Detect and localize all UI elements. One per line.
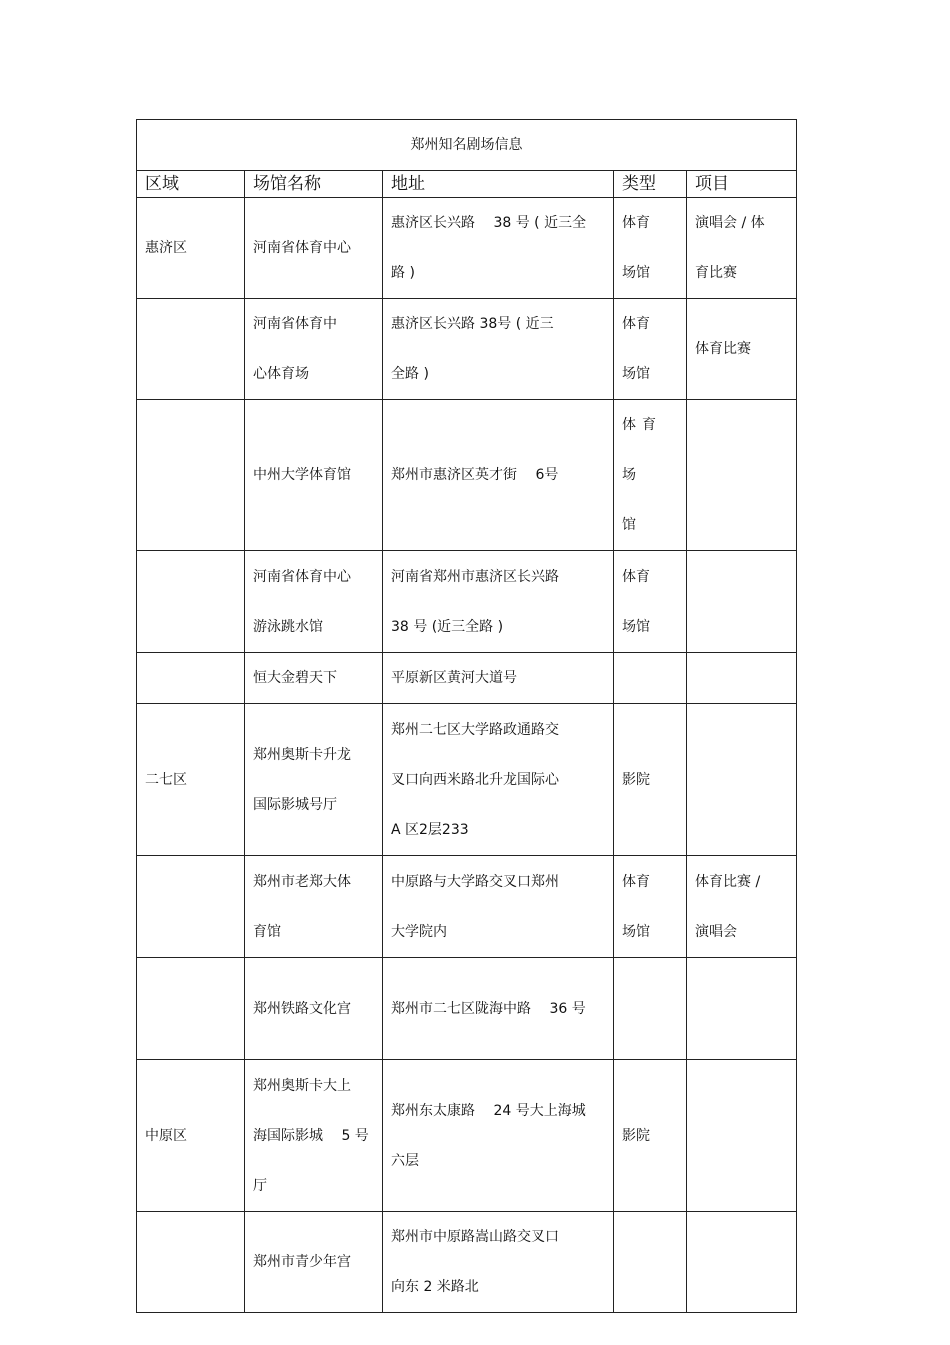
cell-type (614, 958, 687, 1060)
cell-area (137, 299, 245, 400)
table-title: 郑州知名剧场信息 (137, 120, 797, 171)
venue-text: 河南省体育中 心体育场 (253, 316, 337, 382)
cell-type (614, 299, 687, 400)
table-row (137, 400, 797, 551)
project-text: 体育比赛 / 演唱会 (695, 873, 761, 940)
table-row (137, 299, 797, 400)
project-text: 演唱会 / 体 育比赛 (695, 215, 765, 281)
address-text: 郑州市中原路嵩山路交叉口 向东 2 米路北 (391, 1229, 559, 1295)
cell-venue (245, 1212, 383, 1313)
address-text: 惠济区长兴路 38 号 ( 近三全 路 ) (391, 215, 587, 281)
cell-area (137, 856, 245, 958)
cell-type (614, 1060, 687, 1212)
address-text: 郑州市二七区陇海中路 36 号 (391, 1000, 586, 1017)
type-text: 体育 场馆 (622, 873, 650, 940)
title-row (137, 120, 797, 171)
cell-venue (245, 653, 383, 704)
cell-area (137, 400, 245, 551)
area-text: 中原区 (145, 1127, 187, 1144)
venue-text: 郑州铁路文化宫 (253, 1000, 351, 1017)
table-row (137, 551, 797, 653)
cell-area (137, 1060, 245, 1212)
cell-project (687, 1060, 797, 1212)
address-text: 河南省郑州市惠济区长兴路 38 号 (近三全路 ) (391, 568, 559, 635)
cell-type (614, 1212, 687, 1313)
address-text: 郑州市惠济区英才街 6号 (391, 467, 559, 483)
cell-address (383, 1060, 614, 1212)
venue-text: 恒大金碧天下 (253, 670, 337, 686)
cell-venue (245, 1060, 383, 1212)
table-row (137, 958, 797, 1060)
table-row (137, 653, 797, 704)
type-text: 体育 场馆 (622, 316, 650, 382)
address-text: 惠济区长兴路 38号 ( 近三 全路 ) (391, 316, 554, 382)
header-project: 项目 (687, 171, 797, 198)
table-row (137, 1060, 797, 1212)
table-row (137, 1212, 797, 1313)
venue-text: 河南省体育中心 游泳跳水馆 (253, 568, 351, 635)
cell-project (687, 856, 797, 958)
area-text: 惠济区 (145, 240, 187, 256)
type-text: 影院 (622, 1127, 650, 1144)
type-text: 体育 场馆 (622, 215, 650, 281)
project-text: 体育比赛 (695, 341, 751, 357)
address-text: 平原新区黄河大道号 (391, 670, 517, 686)
header-area: 区域 (137, 171, 245, 198)
table-row (137, 198, 797, 299)
area-text: 二七区 (145, 771, 187, 788)
cell-project (687, 958, 797, 1060)
header-address: 地址 (383, 171, 614, 198)
address-text: 郑州二七区大学路政通路交 叉口向西米路北升龙国际心 A 区2层233 (391, 721, 559, 838)
theater-info-table (136, 119, 797, 1313)
cell-type (614, 551, 687, 653)
address-text: 郑州东太康路 24 号大上海城 六层 (391, 1102, 586, 1169)
cell-venue (245, 551, 383, 653)
venue-text: 郑州奥斯卡升龙 国际影城号厅 (253, 746, 351, 813)
cell-address (383, 400, 614, 551)
venue-text: 郑州市青少年宫 (253, 1254, 351, 1270)
cell-project (687, 653, 797, 704)
type-text: 体育 场馆 (622, 568, 650, 635)
address-text: 中原路与大学路交叉口郑州 大学院内 (391, 873, 559, 940)
cell-address (383, 958, 614, 1060)
cell-address (383, 299, 614, 400)
cell-venue (245, 299, 383, 400)
venue-text: 郑州市老郑大体 育馆 (253, 873, 351, 940)
venue-text: 河南省体育中心 (253, 240, 351, 256)
header-venue: 场馆名称 (245, 171, 383, 198)
cell-type (614, 400, 687, 551)
cell-address (383, 551, 614, 653)
cell-venue (245, 958, 383, 1060)
table-row (137, 856, 797, 958)
venue-text: 郑州奥斯卡大上 海国际影城 5 号 厅 (253, 1077, 369, 1194)
cell-venue (245, 400, 383, 551)
cell-address (383, 1212, 614, 1313)
cell-project (687, 551, 797, 653)
cell-address (383, 704, 614, 856)
cell-type (614, 653, 687, 704)
cell-area (137, 551, 245, 653)
cell-project (687, 400, 797, 551)
header-type: 类型 (614, 171, 687, 198)
cell-type (614, 856, 687, 958)
cell-address (383, 653, 614, 704)
cell-type (614, 198, 687, 299)
header-row (137, 171, 797, 198)
cell-project (687, 1212, 797, 1313)
cell-venue (245, 704, 383, 856)
cell-area (137, 653, 245, 704)
type-text: 影院 (622, 771, 650, 788)
table-row (137, 704, 797, 856)
cell-area (137, 1212, 245, 1313)
cell-type (614, 704, 687, 856)
cell-address (383, 198, 614, 299)
type-text: 体育场 馆 (622, 417, 662, 533)
cell-area (137, 704, 245, 856)
cell-project (687, 704, 797, 856)
venue-text: 中州大学体育馆 (253, 467, 351, 483)
cell-project (687, 198, 797, 299)
cell-venue (245, 856, 383, 958)
cell-venue (245, 198, 383, 299)
cell-area (137, 198, 245, 299)
cell-area (137, 958, 245, 1060)
cell-project (687, 299, 797, 400)
cell-address (383, 856, 614, 958)
